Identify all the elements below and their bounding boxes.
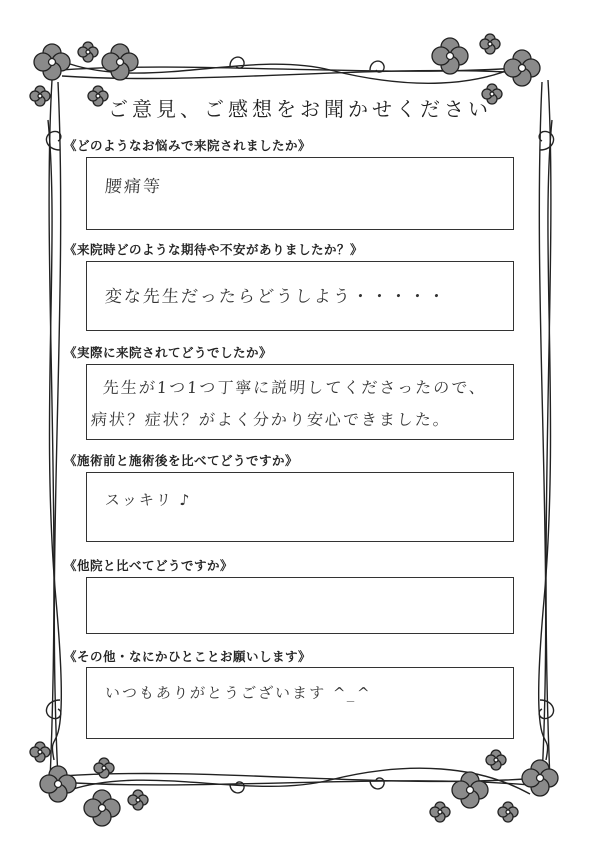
answer-text: いつもありがとうございます ^_^ — [104, 684, 373, 702]
question-label: 《来院時どのような期待や不安がありましたか？》 — [64, 242, 364, 257]
form-title: ご意見、ご感想をお聞かせください — [108, 97, 492, 121]
question-label: 《その他・なにかひとことお願いします》 — [64, 649, 312, 664]
answer-text: スッキリ ♪ — [104, 491, 192, 509]
question-label: 《他院と比べてどうですか》 — [64, 558, 234, 573]
answer-text: 病状？症状？がよく分かり安心できました。 — [90, 410, 452, 429]
question-label: 《実際に来院されてどうでしたか》 — [64, 345, 273, 360]
answer-box[interactable] — [86, 472, 514, 542]
question-label: 《どのようなお悩みで来院されましたか》 — [64, 138, 312, 153]
answer-text: 変な先生だったらどうしよう・・・・・ — [104, 287, 448, 307]
answer-box[interactable] — [86, 261, 514, 331]
answer-text: 腰痛等 — [104, 177, 163, 197]
answer-box[interactable] — [86, 157, 514, 230]
question-label: 《施術前と施術後を比べてどうですか》 — [64, 453, 299, 468]
answer-box[interactable] — [86, 364, 514, 440]
answer-box[interactable] — [86, 577, 514, 634]
answer-box[interactable] — [86, 667, 514, 739]
answer-text: 先生が1つ1つ丁寧に説明してくださったので、 — [102, 378, 488, 397]
